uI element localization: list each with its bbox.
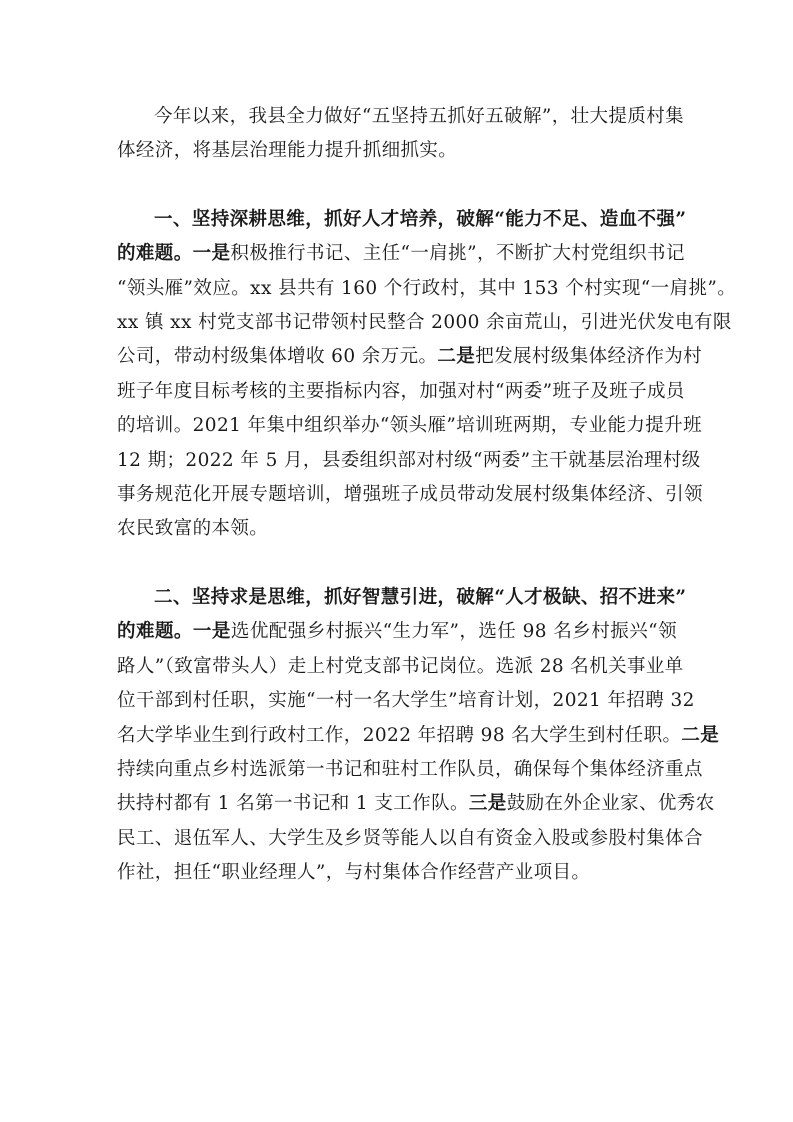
bold-text: 二、坚持求是思维，抓好智慧引进，破解“人才极缺、招不进来” bbox=[154, 586, 687, 608]
body-text: 农民致富的本领。 bbox=[117, 518, 269, 540]
text-line bbox=[117, 272, 737, 306]
body-text: 体经济，将基层治理能力提升抓细抓实。 bbox=[117, 140, 458, 162]
bold-text: 的难题。 bbox=[117, 621, 193, 643]
paragraph-intro bbox=[117, 100, 685, 169]
bold-text: 三是 bbox=[468, 793, 507, 815]
body-text: 作社，担任“职业经理人”，与村集体合作经营产业项目。 bbox=[117, 862, 591, 884]
body-text: 的培训。2021 年集中组织举办“领头雁”培训班两期，专业能力提升班 bbox=[117, 415, 702, 437]
paragraph-section-1 bbox=[117, 203, 737, 547]
body-text: 12 期；2022 年 5 月，县委组织部对村级“两委”主干就基层治理村级 bbox=[117, 449, 701, 471]
bold-text: 一、坚持深耕思维，抓好人才培养，破解“能力不足、造血不强” bbox=[154, 208, 687, 230]
document-body bbox=[117, 100, 737, 891]
body-text: xx 镇 xx 村党支部书记带领村民整合 2000 余亩荒山，引进光伏发电有限 bbox=[117, 312, 732, 334]
text-line bbox=[117, 787, 715, 821]
body-text: 路人”（致富带头人）走上村党支部书记岗位。选派 28 名机关事业单 bbox=[117, 655, 684, 677]
bold-text: 一是 bbox=[192, 621, 231, 643]
text-line bbox=[117, 409, 702, 443]
body-text: 位干部到村任职，实施“一村一名大学生”培育计划，2021 年招聘 32 bbox=[117, 690, 695, 712]
text-line bbox=[117, 753, 703, 787]
body-text: 名大学毕业生到行政村工作，2022 年招聘 98 名大学生到村任职。 bbox=[117, 724, 682, 746]
body-text: 鼓励在外企业家、优秀农 bbox=[506, 793, 715, 815]
body-text: 持续向重点乡村选派第一书记和驻村工作队员，确保每个集体经济重点 bbox=[117, 758, 703, 780]
text-line bbox=[117, 306, 732, 340]
body-text: 把发展村级集体经济作为村 bbox=[475, 346, 703, 368]
body-text: 事务规范化开展专题培训，增强班子成员带动发展村级集体经济、引领 bbox=[117, 484, 703, 506]
text-line bbox=[117, 340, 703, 374]
bold-text: 一是 bbox=[192, 243, 231, 265]
text-line bbox=[117, 650, 684, 684]
text-line bbox=[117, 719, 720, 753]
body-text: 班子年度目标考核的主要指标内容，加强对村“两委”班子及班子成员 bbox=[117, 380, 685, 402]
text-line bbox=[117, 512, 677, 546]
text-line bbox=[117, 203, 687, 237]
text-line bbox=[117, 375, 685, 409]
bold-text: 的难题。 bbox=[117, 243, 193, 265]
body-text: 扶持村都有 1 名第一书记和 1 支工作队。 bbox=[117, 793, 469, 815]
text-line bbox=[117, 615, 677, 649]
body-text: 积极推行书记、主任“一肩挑”，不断扩大村党组织书记 bbox=[230, 243, 685, 265]
document-page bbox=[117, 100, 737, 891]
text-line bbox=[117, 478, 703, 512]
text-line bbox=[117, 237, 685, 271]
bold-text: 二是 bbox=[437, 346, 476, 368]
body-text: 民工、退伍军人、大学生及乡贤等能人以自有资金入股或参股村集体合 bbox=[117, 827, 703, 849]
text-line bbox=[117, 581, 687, 615]
bold-text: 二是 bbox=[681, 724, 720, 746]
paragraph-section-2 bbox=[117, 581, 720, 891]
body-text: 公司，带动村级集体增收 60 余万元。 bbox=[117, 346, 438, 368]
text-line bbox=[117, 856, 677, 890]
text-line bbox=[117, 684, 695, 718]
body-text: “领头雁”效应。xx 县共有 160 个行政村，其中 153 个村实现“一肩挑”。 bbox=[117, 277, 737, 299]
text-line bbox=[117, 100, 685, 134]
text-line bbox=[117, 822, 703, 856]
text-line bbox=[117, 134, 677, 168]
text-line bbox=[117, 444, 701, 478]
body-text: 选优配强乡村振兴“生力军”，选任 98 名乡村振兴“领 bbox=[230, 621, 677, 643]
body-text: 今年以来，我县全力做好“五坚持五抓好五破解”，壮大提质村集 bbox=[154, 106, 685, 127]
